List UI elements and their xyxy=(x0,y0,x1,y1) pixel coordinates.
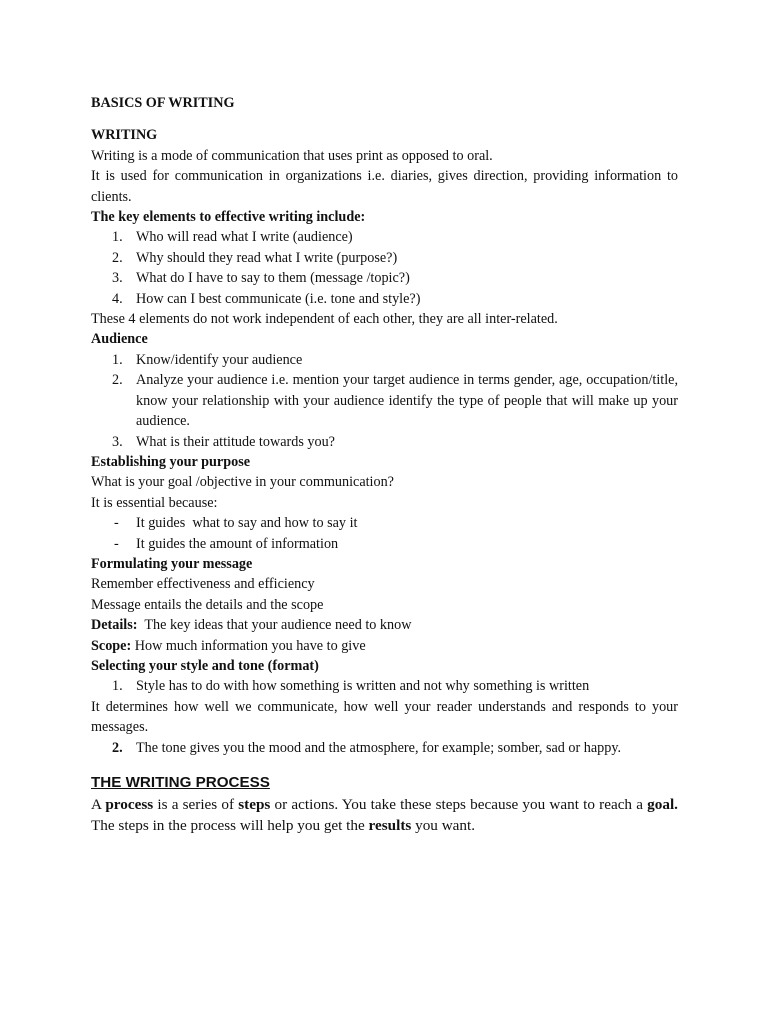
audience-heading: Audience xyxy=(91,331,148,348)
purpose-bullet-list xyxy=(91,513,678,554)
purpose-paragraph-2: It is essential because: xyxy=(91,494,218,511)
list-item-text: Why should they read what I write (purpose?) xyxy=(136,249,398,266)
list-number: 4. xyxy=(112,290,123,307)
list-item-text: Know/identify your audience xyxy=(136,351,303,368)
bullet-dash: - xyxy=(114,535,119,552)
list-number: 1. xyxy=(112,678,123,695)
writing-process-paragraph xyxy=(91,794,682,836)
document-body xyxy=(91,93,682,836)
results-term: results xyxy=(368,817,412,834)
list-item-text: Analyze your audience i.e. mention your target audience in terms gender, age, occupation/title, know your relationship with your audience identify the type of people that will make up your audience. xyxy=(136,372,678,430)
list-item-text: It guides the amount of information xyxy=(136,535,339,552)
details-line xyxy=(91,615,678,635)
process-text-d: The steps in the process will help you get the xyxy=(91,796,682,834)
list-item xyxy=(91,676,678,696)
process-text-a: A xyxy=(91,796,106,813)
list-item-text: How can I best communicate (i.e. tone and style?) xyxy=(136,290,421,307)
list-item-text: Who will read what I write (audience) xyxy=(136,229,353,246)
purpose-heading: Establishing your purpose xyxy=(91,453,251,470)
writing-process-section xyxy=(91,772,682,836)
list-item-text: What do I have to say to them (message /topic?) xyxy=(136,270,410,287)
details-text: The key ideas that your audience need to know xyxy=(137,617,412,634)
list-number: 1. xyxy=(112,351,123,368)
writing-process-heading: THE WRITING PROCESS xyxy=(91,774,270,791)
style-list-1 xyxy=(91,676,678,696)
style-paragraph-1: It determines how well we communicate, how well your reader understands and responds to your messages. xyxy=(91,698,678,736)
style-list-2 xyxy=(91,738,678,758)
document-title: BASICS OF WRITING xyxy=(91,95,235,111)
list-item-text: What is their attitude towards you? xyxy=(136,433,335,450)
list-number: 3. xyxy=(112,270,123,287)
purpose-paragraph-1: What is your goal /objective in your communication? xyxy=(91,474,394,491)
list-item xyxy=(91,350,678,370)
writing-heading: WRITING xyxy=(91,127,158,144)
list-number: 1. xyxy=(112,229,123,246)
audience-list xyxy=(91,350,678,452)
style-heading: Selecting your style and tone (format) xyxy=(91,657,319,674)
list-item-text: It guides what to say and how to say it xyxy=(136,515,358,532)
scope-line xyxy=(91,636,678,656)
list-item xyxy=(91,432,678,452)
message-paragraph-1: Remember effectiveness and efficiency xyxy=(91,576,315,593)
steps-term: steps xyxy=(238,796,271,813)
list-item xyxy=(91,513,678,533)
writing-paragraph-3: These 4 elements do not work independent of each other, they are all inter-related. xyxy=(91,311,558,328)
list-number: 2. xyxy=(112,249,123,266)
list-number: 3. xyxy=(112,433,123,450)
process-term: process xyxy=(105,796,154,813)
list-item xyxy=(91,370,678,431)
message-paragraph-2: Message entails the details and the scope xyxy=(91,596,324,613)
process-text-e: you want. xyxy=(411,817,476,834)
writing-paragraph-2: It is used for communication in organizations i.e. diaries, gives direction, providing information to clients. xyxy=(91,168,678,205)
list-item xyxy=(91,534,678,554)
goal-term: goal. xyxy=(647,796,678,813)
list-number: 2. xyxy=(112,739,123,756)
key-elements-heading: The key elements to effective writing include: xyxy=(91,209,366,226)
list-item xyxy=(91,268,678,288)
list-number: 2. xyxy=(112,372,123,389)
list-item-text: Style has to do with how something is written and not why something is written xyxy=(136,678,590,695)
list-item xyxy=(91,227,678,247)
list-item xyxy=(91,289,678,309)
bullet-dash: - xyxy=(114,515,119,532)
message-heading: Formulating your message xyxy=(91,555,253,572)
list-item xyxy=(91,248,678,268)
scope-label: Scope: xyxy=(91,637,132,654)
process-text-b: is a series of xyxy=(153,796,239,813)
details-label: Details: xyxy=(91,617,138,634)
list-item xyxy=(91,738,678,758)
key-elements-list xyxy=(91,227,678,309)
writing-paragraph-1: Writing is a mode of communication that uses print as opposed to oral. xyxy=(91,147,493,164)
scope-text: How much information you have to give xyxy=(131,637,366,654)
list-item-text: The tone gives you the mood and the atmosphere, for example; somber, sad or happy. xyxy=(136,739,622,756)
process-text-c: or actions. You take these steps because you want to reach a xyxy=(270,796,648,813)
